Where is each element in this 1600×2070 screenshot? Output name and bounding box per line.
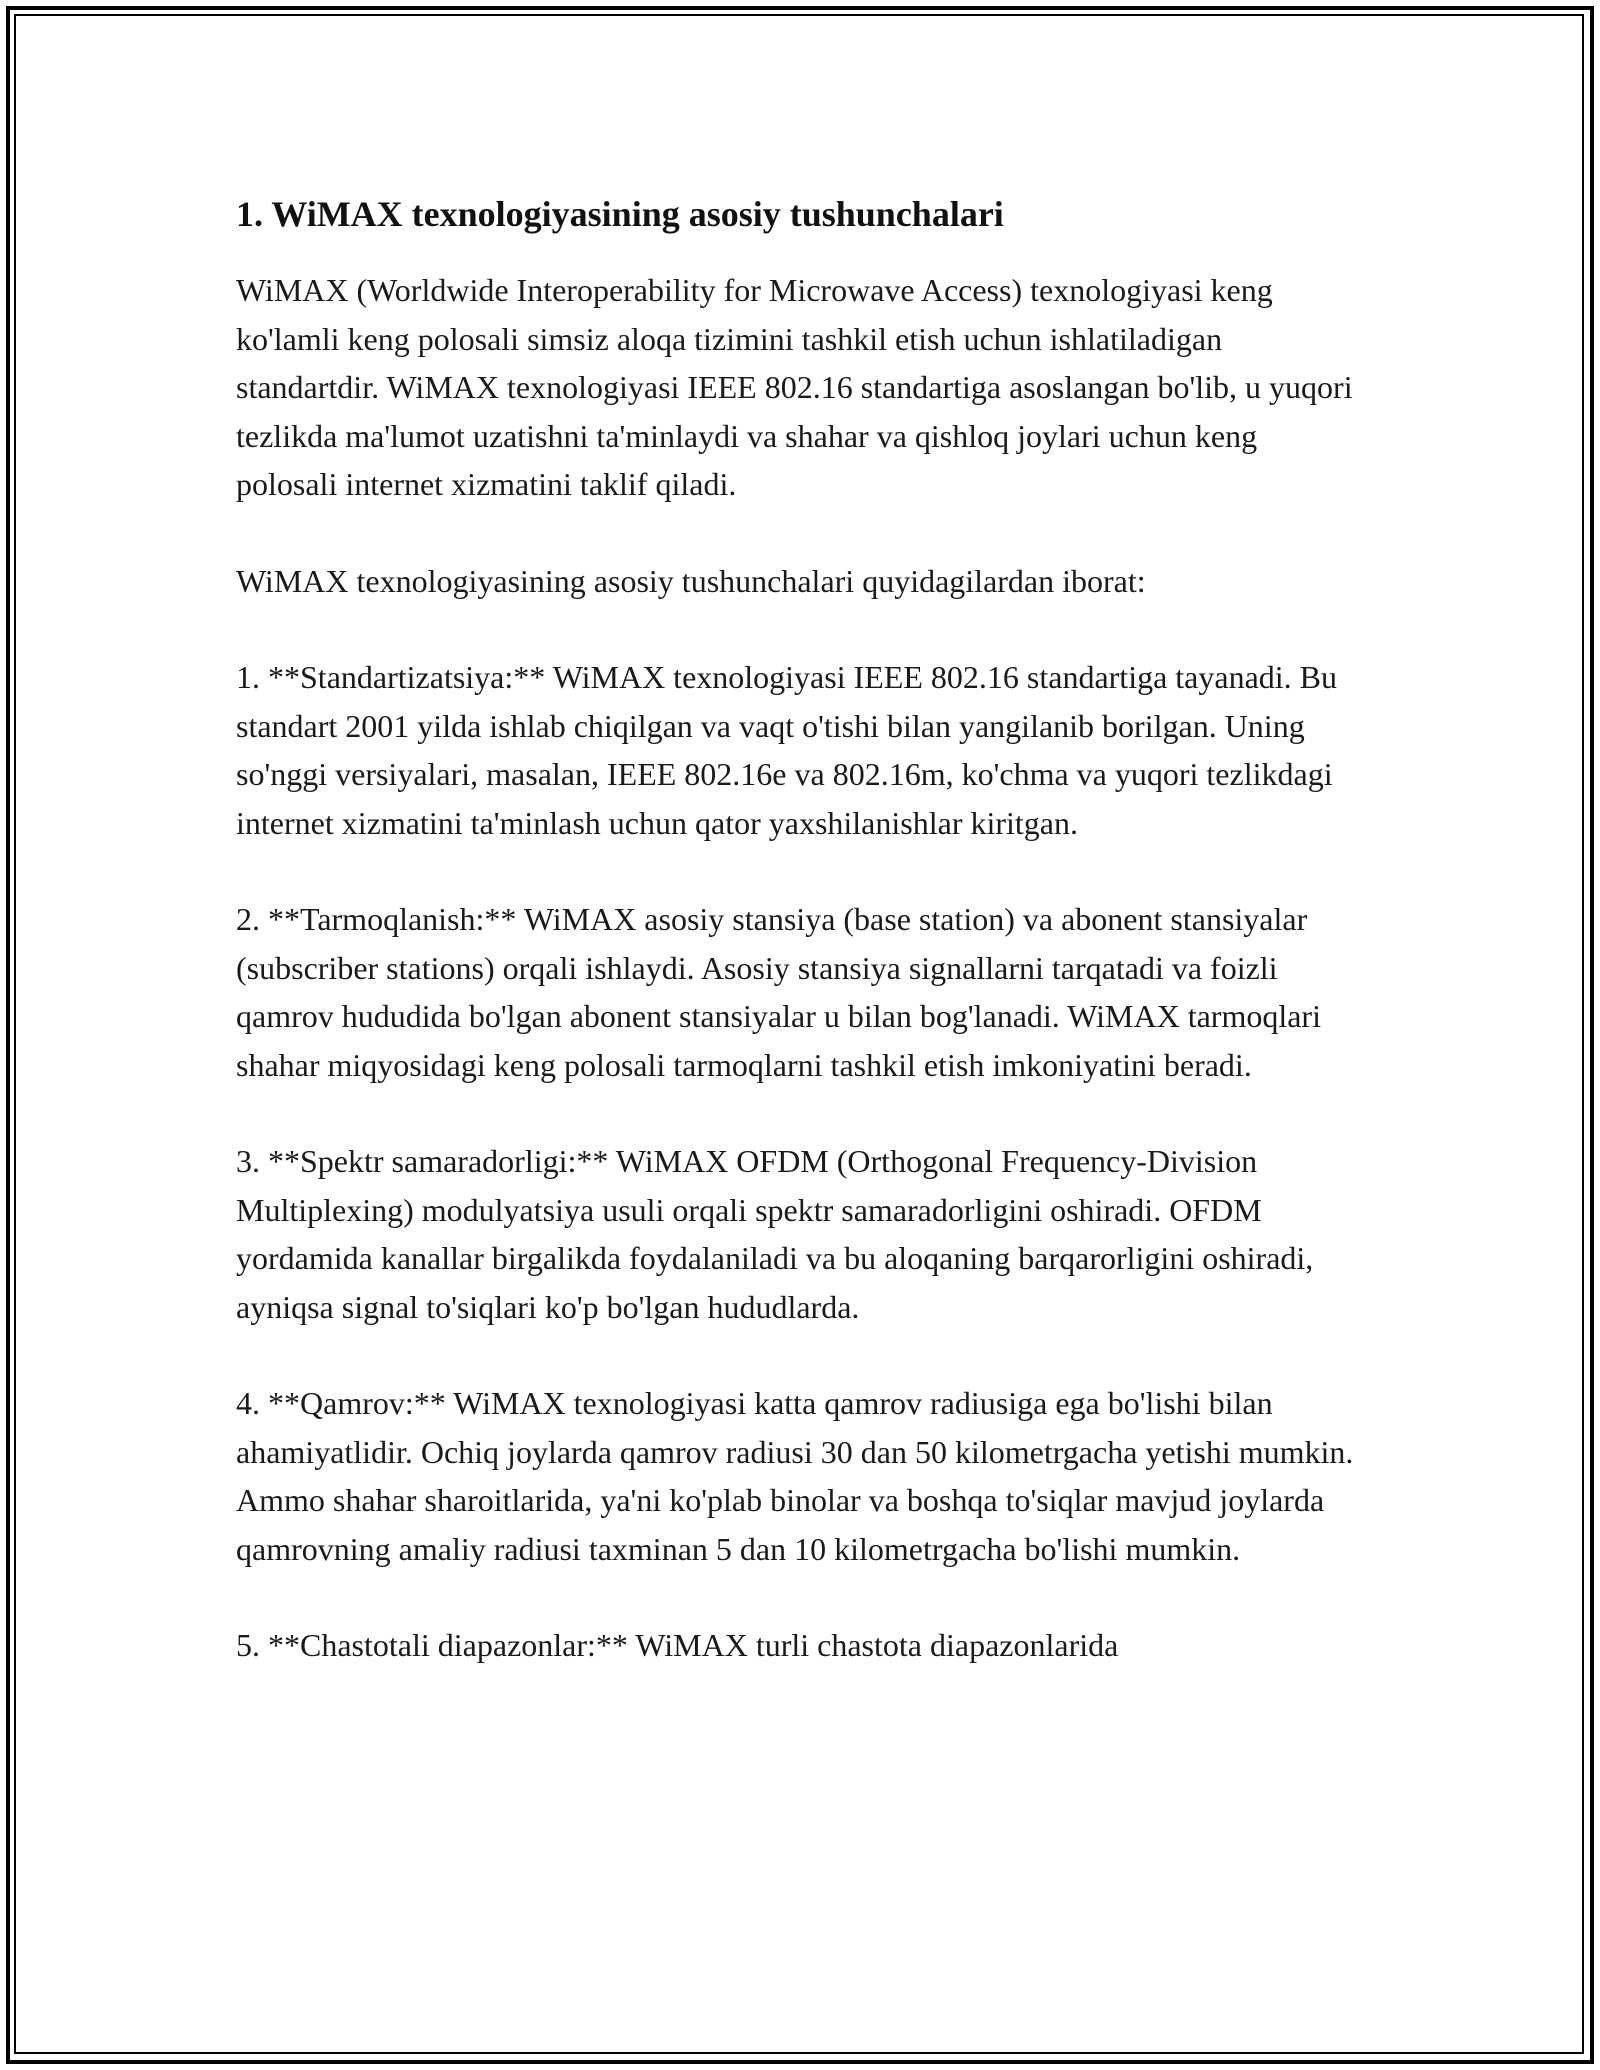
list-item-frequency-bands: 5. **Chastotali diapazonlar:** WiMAX turli chastota diapazonlarida [236,1627,1119,1663]
document-body [236,186,1366,1670]
list-item-coverage: 4. **Qamrov:** WiMAX texnologiyasi katta qamrov radiusiga ega bo'lishi bilan ahamiyatlidir. Ochiq joylarda qamrov radiusi 30 dan 50 kilometrgacha yetishi mumkin. Ammo shahar sharoitlarida, ya'ni ko'plab binolar va boshqa to'siqlar mavjud joylarda qamrovning amaliy radiusi taxminan 5 dan 10 kilometrgacha bo'lishi mumkin. [236,1385,1354,1567]
intro-paragraph: WiMAX (Worldwide Interoperability for Microwave Access) texnologiyasi keng ko'lamli keng polosali simsiz aloqa tizimini tashkil etish uchun ishlatiladigan standartdir. WiMAX texnologiyasi IEEE 802.16 standartiga asoslangan bo'lib, u yuqori tezlikda ma'lumot uzatishni ta'minlaydi va shahar va qishloq joylari uchun keng polosali internet xizmatini taklif qiladi. [236,272,1353,502]
concepts-lead-paragraph: WiMAX texnologiyasining asosiy tushunchalari quyidagilardan iborat: [236,562,1146,599]
document-title: 1. WiMAX texnologiyasining asosiy tushunchalari [236,194,1004,234]
list-item-spectrum-efficiency: 3. **Spektr samaradorligi:** WiMAX OFDM (Orthogonal Frequency-Division Multiplexing) modulyatsiya usuli orqali spektr samaradorligini oshiradi. OFDM yordamida kanallar birgalikda foydalaniladi va bu aloqaning barqarorligini oshiradi, ayniqsa signal to'siqlari ko'p bo'lgan hududlarda. [236,1143,1314,1325]
list-item-networking: 2. **Tarmoqlanish:** WiMAX asosiy stansiya (base station) va abonent stansiyalar (subscriber stations) orqali ishlaydi. Asosiy stansiya signallarni tarqatadi va foizli qamrov hududida bo'lgan abonent stansiyalar u bilan bog'lanadi. WiMAX tarmoqlari shahar miqyosidagi keng polosali tarmoqlarni tashkil etish imkoniyatini beradi. [236,901,1321,1083]
list-item-standardization: 1. **Standartizatsiya:** WiMAX texnologiyasi IEEE 802.16 standartiga tayanadi. Bu standart 2001 yilda ishlab chiqilgan va vaqt o'tishi bilan yangilanib borilgan. Uning so'nggi versiyalari, masalan, IEEE 802.16e va 802.16m, ko'chma va yuqori tezlikdagi internet xizmatini ta'minlash uchun qator yaxshilanishlar kiritgan. [236,659,1338,841]
